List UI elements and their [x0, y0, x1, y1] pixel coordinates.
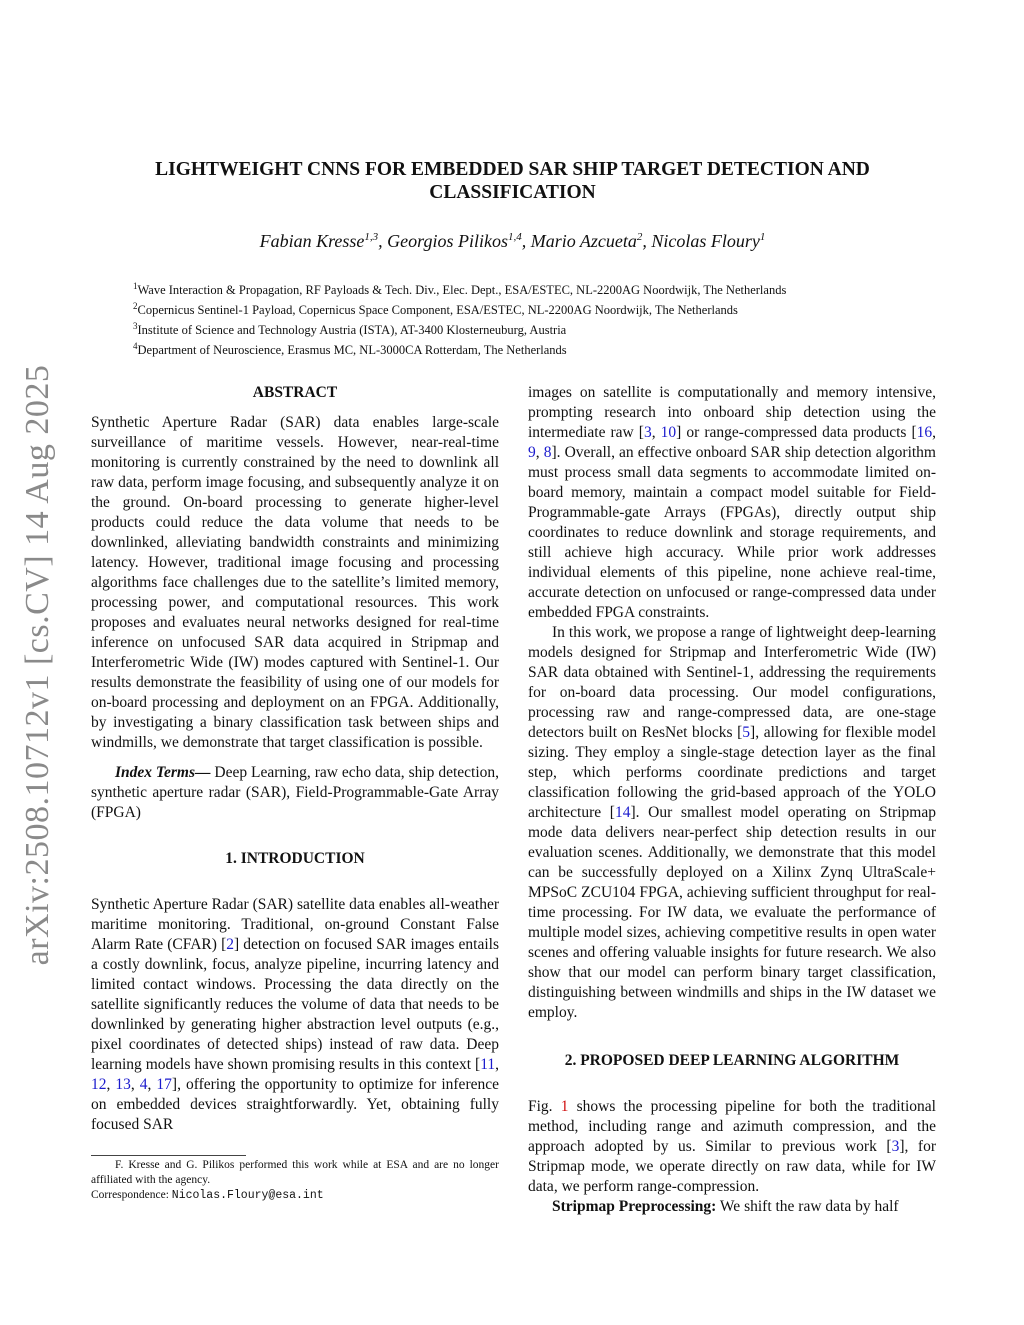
intro-paragraph-2: In this work, we propose a range of lightweight deep-learning models designed for Stripmap and Interferometric Wide (IW) SAR data obtained with Sentinel-1, addressing the requirements for on-board data processing. Our model configurations, processing raw and range-compressed data, are one-stage detectors built on ResNet blocks [5], allowing for flexible model sizing. They employ a single-stage detection layer as the final step, which performs coordinate predictions and target classification following the grid-based approach of the YOLO architecture [14]. Our smallest model operating on Stripmap mode data delivers near-perfect ship detection results in our evaluation scenes. Additionally, we demonstrate that this model can be successfully deployed on a Xilinx Zynq UltraScale+ MPSoC ZCU104 FPGA, achieving sufficient throughput for real-time processing. For IW data, we evaluate the performance of multiple model sizes, achieving competitive results in open water scenes and offering valuable insights for future research. We also show that our model can perform binary target classification, distinguishing between windmills and ships in the IW dataset we employ. — [528, 624, 937, 1021]
affiliation-line: $^4$Department of Neuroscience, Erasmus MC, NL-3000CA Rotterdam, The Netherlands — [133, 341, 567, 358]
citation-link[interactable]: 5 — [742, 724, 751, 741]
paper-title: LIGHTWEIGHT CNNS FOR EMBEDDED SAR SHIP TARGET DETECTION AND CLASSIFICATION — [155, 159, 870, 203]
citation-link[interactable]: 11 — [480, 1056, 496, 1073]
author-affil-mark: 1 — [759, 231, 766, 243]
affiliation-line: $^3$Institute of Science and Technology Austria (ISTA), AT-3400 Klosterneuburg, Austria — [133, 321, 567, 338]
footnote-text: F. Kresse and G. Pilikos performed this work while at ESA and are no longer affiliated with the agency. — [91, 1159, 499, 1186]
section2-paragraph-1: Fig. 1 shows the processing pipeline for both the traditional method, including range and azimuth compression, and the approach adopted by us. Similar to previous work [3], for Stripmap mode, we operate directly on raw data, while for IW data, we perform range-compression. — [528, 1098, 936, 1195]
citation-link[interactable]: 8 — [543, 444, 552, 461]
citation-link[interactable]: 4 — [139, 1076, 148, 1093]
footnote-rule — [91, 1155, 246, 1156]
section2-heading: 2. PROPOSED DEEP LEARNING ALGORITHM — [564, 1052, 900, 1069]
author-affil-mark: 1,4 — [508, 231, 522, 243]
footnote — [91, 1158, 499, 1203]
intro-heading: 1. INTRODUCTION — [225, 850, 365, 867]
author-list: Fabian Kresse$^{1,3}$, Georgios Pilikos$^{1,4}$, Mario Azcueta$^2$, Nicolas Floury$^1$ — [259, 231, 766, 251]
affiliation-line: $^1$Wave Interaction & Propagation, RF Payloads & Tech. Div., Elec. Dept., ESA/ESTEC, NL-2200AG Noordwijk, The Netherlands — [133, 281, 787, 298]
correspondence: Correspondence: Nicolas.Floury@esa.int — [91, 1189, 324, 1202]
left-column — [91, 383, 499, 1135]
author-affil-mark: 1,3 — [364, 231, 379, 243]
intro-paragraph-1: Synthetic Aperture Radar (SAR) satellite data enables all-weather maritime monitoring. Traditional, on-ground Constant False Alarm Rate (CFAR) [2] detection on focused SAR images entails a costly downlink, focus, analyze pipeline, incurring latency and limited contact windows. Processing the data directly on the satellite significantly reduces the volume of data that needs to be downlinked by generating higher abstraction level outputs (e.g., pixel coordinates of detected ships) instead of raw data. Deep learning models have shown promising results in this context [11, 12, 13, 4, 17], offering the opportunity to optimize for inference on embedded devices straightforwardly. Yet, obtaining fully focused SAR — [91, 896, 499, 1133]
author-name: Georgios Pilikos — [387, 231, 508, 251]
citation-link[interactable]: 14 — [614, 804, 631, 821]
affiliation-line: $^2$Copernicus Sentinel-1 Payload, Copernicus Space Component, ESA/ESTEC, NL-2200AG Noordwijk, The Netherlands — [133, 301, 738, 318]
citation-link[interactable]: 13 — [115, 1076, 131, 1093]
citation-link[interactable]: 9 — [528, 444, 536, 461]
right-column — [528, 383, 936, 1217]
author-name: Mario Azcueta — [530, 231, 637, 251]
author-affil-mark: 2 — [636, 231, 643, 243]
citation-link[interactable]: 2 — [226, 936, 234, 953]
arxiv-sidebar — [8, 365, 68, 965]
author-name: Fabian Kresse — [259, 231, 365, 251]
index-terms: Index Terms— Deep Learning, raw echo data, ship detection, synthetic aperture radar (SAR), Field-Programmable-Gate Array (FPGA) — [91, 764, 500, 821]
intro-paragraph-1-cont: images on satellite is computationally and memory intensive, prompting research into onboard ship detection using the intermediate raw [3, 10] or range-compressed data products [16, 9, 8]. Overall, an effective onboard SAR ship detection algorithm must process small data segments to accommodate limited on-board memory, maintain a compact model suitable for Field-Programmable-gate Arrays (FPGAs), directly output ship coordinates to reduce downlink and storage requirements, and still achieve high accuracy. While prior work addresses individual elements of this pipeline, none achieve real-time, accurate detection on unfocused or range-compressed data under embedded FPGA constraints. — [528, 384, 937, 621]
citation-link[interactable]: 3 — [643, 424, 652, 441]
abstract-heading: ABSTRACT — [252, 384, 338, 401]
arxiv-identifier: arXiv:2508.10712v1 [cs.CV] 14 Aug 2025 — [19, 364, 56, 966]
citation-link[interactable]: 12 — [91, 1076, 107, 1093]
citation-link[interactable]: 17 — [156, 1076, 172, 1093]
section2-paragraph-2: Stripmap Preprocessing: We shift the raw data by half — [552, 1198, 899, 1215]
citation-link[interactable]: 3 — [891, 1138, 900, 1155]
author-name: Nicolas Floury — [651, 231, 760, 251]
citation-link[interactable]: 10 — [660, 424, 677, 441]
citation-link[interactable]: 16 — [916, 424, 933, 441]
figure-link[interactable]: 1 — [560, 1098, 569, 1115]
abstract-body: Synthetic Aperture Radar (SAR) data enables large-scale surveillance of maritime vessels. However, near-real-time monitoring is currently constrained by the need to downlink all raw data, perform image focusing, and subsequently analyze it on the ground. On-board processing to generate higher-level products could reduce the data volume that needs to be downlinked, alleviating bandwidth constraints and minimizing latency. However, traditional image focusing and processing algorithms face challenges due to the satellite’s limited memory, processing power, and computational resources. This work proposes and evaluates neural networks designed for real-time inference on unfocused SAR data acquired in Stripmap and Interferometric Wide (IW) modes captured with Sentinel-1. Our results demonstrate the feasibility of using one of our models for on-board processing and deployment on an FPGA. Additionally, by investigating a binary classification task between ships and windmills, we demonstrate that target classification is possible. — [91, 414, 499, 751]
affiliations — [133, 278, 893, 359]
email-link[interactable]: Nicolas.Floury@esa.int — [171, 1189, 324, 1202]
